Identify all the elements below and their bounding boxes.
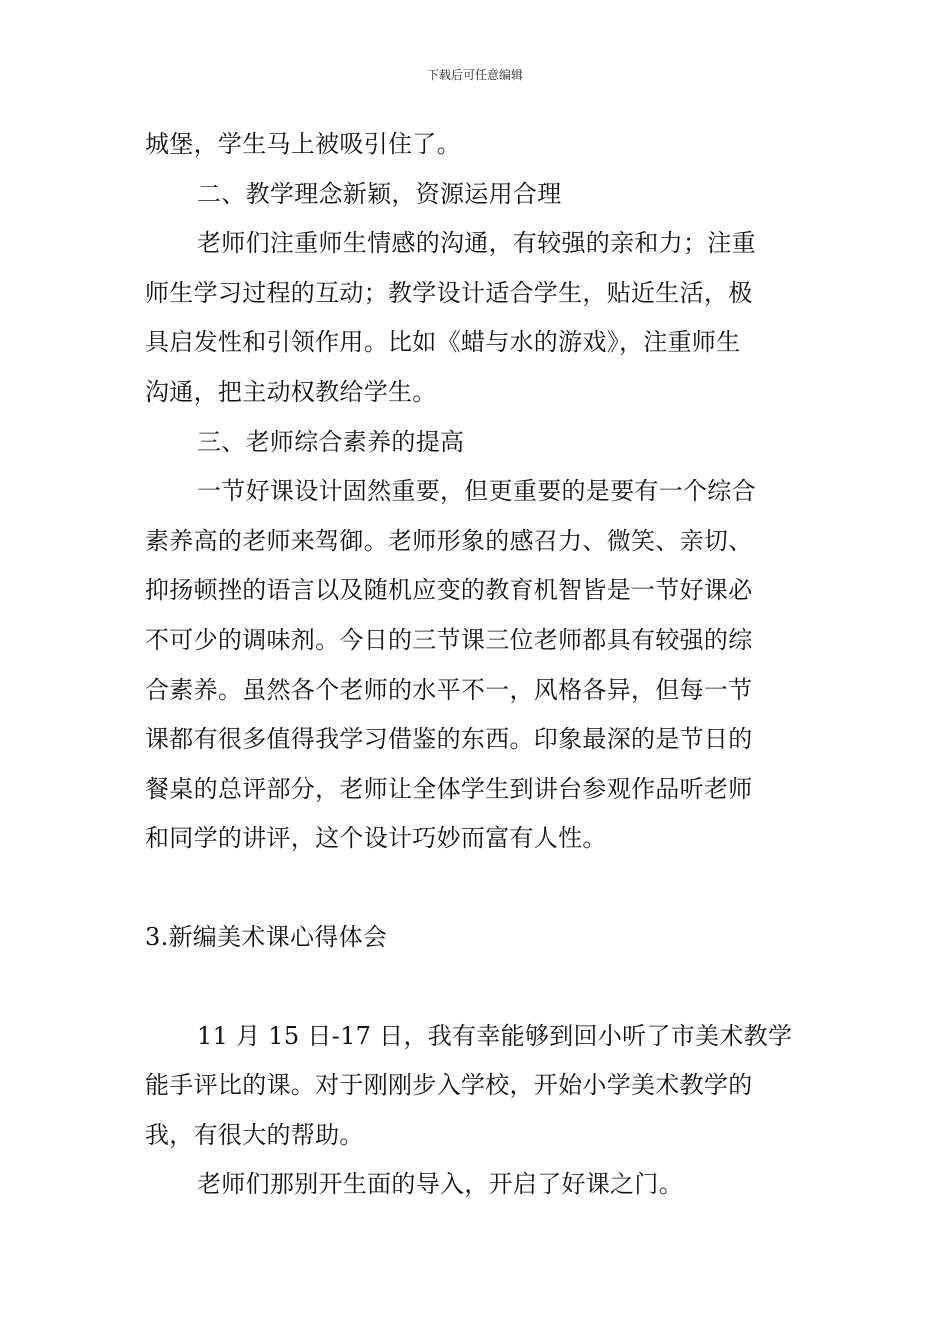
blank-line (145, 963, 810, 1012)
paragraph-line: 和同学的讲评，这个设计巧妙而富有人性。 (145, 824, 607, 853)
paragraph-line: 合素养。虽然各个老师的水平不一，风格各异，但每一节 (145, 675, 753, 704)
paragraph-line: 不可少的调味剂。今日的三节课三位老师都具有较强的综 (145, 625, 753, 654)
section-heading: 三、老师综合素养的提高 (197, 427, 465, 456)
paragraph-line: 城堡，学生马上被吸引住了。 (145, 130, 461, 158)
section-heading: 二、教学理念新颖，资源运用合理 (197, 179, 562, 208)
blank-line (145, 864, 810, 913)
page-header: 下载后可任意编辑 (426, 68, 523, 82)
article-title: 3.新编美术课心得体会 (145, 922, 388, 951)
paragraph-line: 课都有很多值得我学习借鉴的东西。印象最深的是节日的 (145, 725, 753, 754)
paragraph-line: 抑扬顿挫的语言以及随机应变的教育机智皆是一节好课必 (145, 576, 753, 605)
paragraph-line: 我，有很大的帮助。 (145, 1120, 364, 1149)
paragraph-line: 具启发性和引领作用。比如《蜡与水的游戏》，注重师生 (145, 328, 741, 357)
paragraph-line: 师生学习过程的互动；教学设计适合学生，贴近生活，极 (145, 278, 753, 307)
paragraph-line: 素养高的老师来驾御。老师形象的感召力、微笑、亲切、 (145, 526, 753, 555)
paragraph-line: 能手评比的课。对于刚刚步入学校，开始小学美术教学的 (145, 1071, 753, 1100)
paragraph-line: 餐桌的总评部分，老师让全体学生到讲台参观作品听老师 (145, 774, 753, 803)
paragraph-line: 一节好课设计固然重要，但更重要的是要有一个综合 (197, 477, 756, 506)
paragraph-line: 沟通，把主动权教给学生。 (145, 377, 437, 406)
paragraph-line: 老师们那别开生面的导入，开启了好课之门。 (197, 1170, 683, 1199)
document-body (145, 120, 810, 1210)
paragraph-line: 11 月 15 日-17 日，我有幸能够到回小听了市美术教学 (197, 1021, 793, 1050)
paragraph-line: 老师们注重师生情感的沟通，有较强的亲和力；注重 (197, 229, 756, 258)
